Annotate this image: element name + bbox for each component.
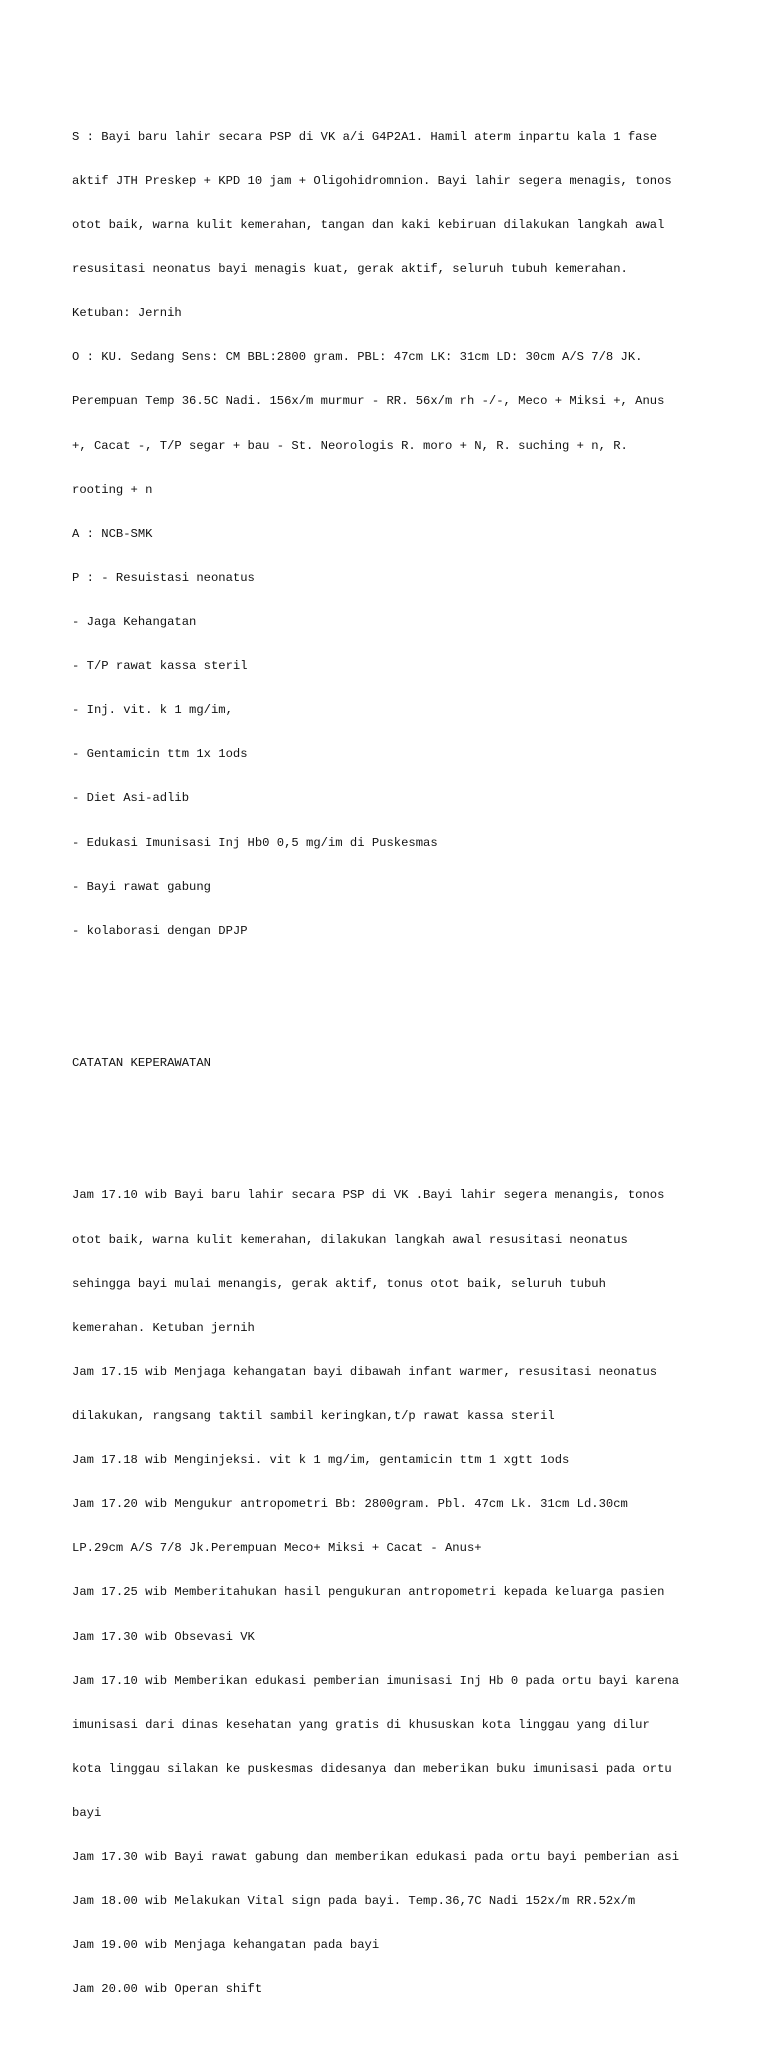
soap-line: +, Cacat -, T/P segar + bau - St. Neorologis R. moro + N, R. suching + n, R. <box>72 438 628 453</box>
soap-line: resusitasi neonatus bayi menagis kuat, gerak aktif, seluruh tubuh kemerahan. <box>72 262 628 277</box>
note-line: sehingga bayi mulai menangis, gerak aktif, tonus otot baik, seluruh tubuh <box>72 1276 606 1291</box>
soap-line: A : NCB-SMK <box>72 526 153 541</box>
note-line: Jam 17.20 wib Mengukur antropometri Bb: 2800gram. Pbl. 47cm Lk. 31cm Ld.30cm <box>72 1497 628 1512</box>
note-line: dilakukan, rangsang taktil sambil keringkan,t/p rawat kassa steril <box>72 1408 555 1423</box>
note-line: kemerahan. Ketuban jernih <box>72 1320 255 1335</box>
note-line: imunisasi dari dinas kesehatan yang gratis di khususkan kota linggau yang dilur <box>72 1717 650 1732</box>
document-text <box>72 71 712 2056</box>
note-line: Jam 17.25 wib Memberitahukan hasil pengukuran antropometri kepada keluarga pasien <box>72 1585 665 1600</box>
soap-line: - T/P rawat kassa steril <box>72 659 248 674</box>
soap-line: - Diet Asi-adlib <box>72 791 190 806</box>
soap-line: - Edukasi Imunisasi Inj Hb0 0,5 mg/im di Puskesmas <box>72 835 438 850</box>
soap-line: - Jaga Kehangatan <box>72 615 197 630</box>
note-line: Jam 17.15 wib Menjaga kehangatan bayi dibawah infant warmer, resusitasi neonatus <box>72 1364 658 1379</box>
nursing-notes-section <box>72 1159 712 2026</box>
section-heading: CATATAN KEPERAWATAN <box>72 1056 211 1071</box>
note-line: Jam 17.30 wib Obsevasi VK <box>72 1629 255 1644</box>
note-line: Jam 17.10 wib Memberikan edukasi pemberian imunisasi Inj Hb 0 pada ortu bayi karena <box>72 1673 680 1688</box>
note-line: Jam 17.30 wib Bayi rawat gabung dan memberikan edukasi pada ortu bayi pemberian asi <box>72 1850 680 1865</box>
soap-line: - Bayi rawat gabung <box>72 879 211 894</box>
blank-line <box>72 1100 712 1115</box>
soap-line: O : KU. Sedang Sens: CM BBL:2800 gram. PBL: 47cm LK: 31cm LD: 30cm A/S 7/8 JK. <box>72 350 643 365</box>
blank-line <box>72 1012 712 1027</box>
soap-line: rooting + n <box>72 482 153 497</box>
soap-line: S : Bayi baru lahir secara PSP di VK a/i G4P2A1. Hamil aterm inpartu kala 1 fase <box>72 129 658 144</box>
soap-line: - Inj. vit. k 1 mg/im, <box>72 703 233 718</box>
note-line: Jam 19.00 wib Menjaga kehangatan pada bayi <box>72 1938 380 1953</box>
note-line: otot baik, warna kulit kemerahan, dilakukan langkah awal resusitasi neonatus <box>72 1232 628 1247</box>
soap-line: Perempuan Temp 36.5C Nadi. 156x/m murmur - RR. 56x/m rh -/-, Meco + Miksi +, Anus <box>72 394 665 409</box>
note-line: Jam 17.18 wib Menginjeksi. vit k 1 mg/im, gentamicin ttm 1 xgtt 1ods <box>72 1453 570 1468</box>
soap-line: otot baik, warna kulit kemerahan, tangan dan kaki kebiruan dilakukan langkah awal <box>72 218 665 233</box>
note-line: LP.29cm A/S 7/8 Jk.Perempuan Meco+ Miksi + Cacat - Anus+ <box>72 1541 482 1556</box>
soap-line: Ketuban: Jernih <box>72 306 182 321</box>
note-line: Jam 18.00 wib Melakukan Vital sign pada bayi. Temp.36,7C Nadi 152x/m RR.52x/m <box>72 1894 636 1909</box>
note-line: Jam 20.00 wib Operan shift <box>72 1982 263 1997</box>
note-line: bayi <box>72 1805 102 1820</box>
soap-line: - Gentamicin ttm 1x 1ods <box>72 747 248 762</box>
note-line: kota linggau silakan ke puskesmas didesanya dan meberikan buku imunisasi pada ortu <box>72 1761 672 1776</box>
soap-line: P : - Resuistasi neonatus <box>72 570 255 585</box>
soap-line: - kolaborasi dengan DPJP <box>72 923 248 938</box>
note-line: Jam 17.10 wib Bayi baru lahir secara PSP di VK .Bayi lahir segera menangis, tonos <box>72 1188 665 1203</box>
soap-note-section <box>72 100 712 967</box>
soap-line: aktif JTH Preskep + KPD 10 jam + Oligohidromnion. Bayi lahir segera menagis, tonos <box>72 173 672 188</box>
